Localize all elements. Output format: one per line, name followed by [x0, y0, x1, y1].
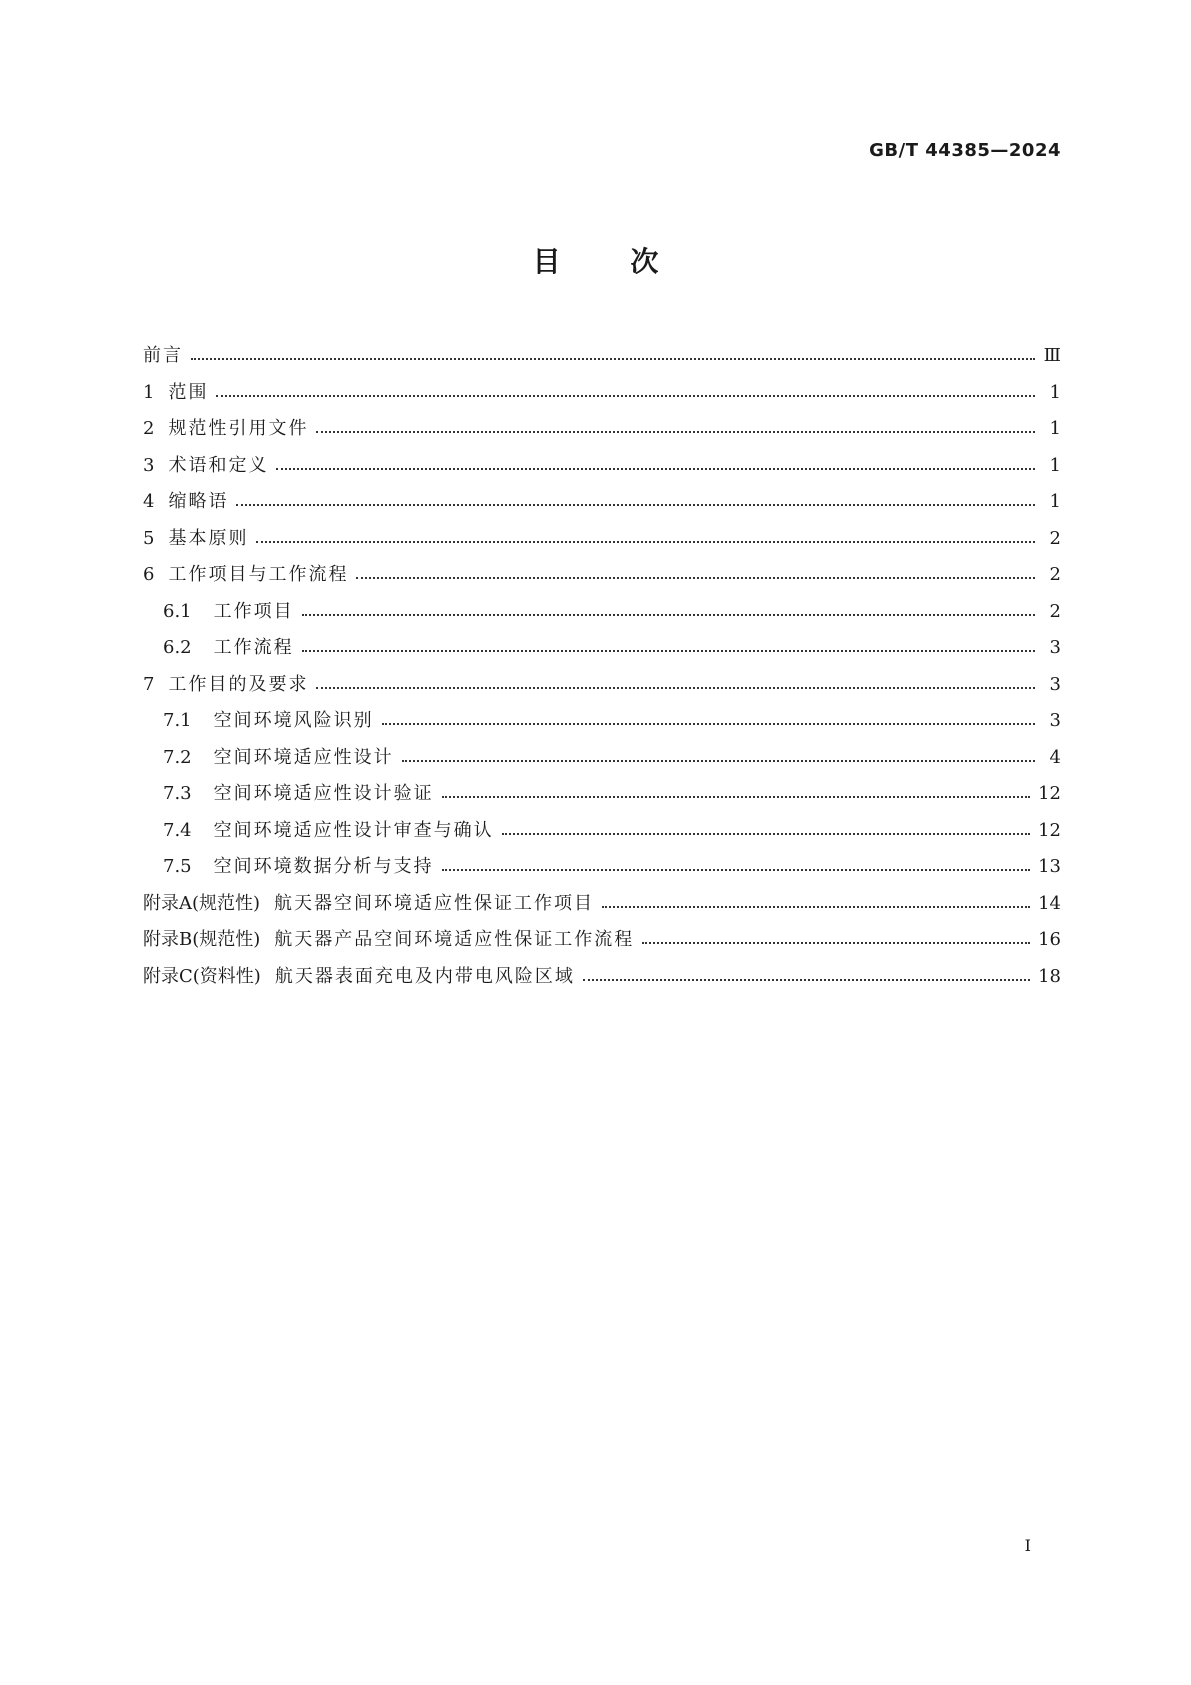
table-of-contents — [143, 338, 1061, 995]
toc-entry-foreword[interactable] — [143, 338, 1061, 375]
toc-entry-appendix-a[interactable] — [143, 886, 1061, 923]
toc-entry-7-2[interactable] — [143, 740, 1061, 777]
toc-entry-page: 16 — [1038, 929, 1061, 950]
toc-entry-scope[interactable] — [143, 375, 1061, 412]
page-title — [0, 240, 1191, 280]
toc-entry-abbreviations[interactable] — [143, 484, 1061, 521]
title-char-2: 次 — [630, 245, 659, 278]
toc-entry-label: 航天器产品空间环境适应性保证工作流程 — [274, 929, 635, 950]
toc-entry-label: 工作流程 — [213, 637, 294, 658]
dot-leader — [302, 650, 1035, 652]
toc-entry-label: 空间环境适应性设计审查与确认 — [213, 819, 494, 841]
dot-leader — [583, 979, 1030, 981]
dot-leader — [442, 869, 1030, 871]
dot-leader — [402, 760, 1035, 762]
toc-entry-page: 12 — [1038, 819, 1061, 841]
toc-entry-appendix-c[interactable] — [143, 959, 1061, 996]
toc-entry-page: 1 — [1049, 418, 1061, 439]
toc-entry-page: 1 — [1049, 454, 1061, 476]
toc-entry-work-items-process[interactable] — [143, 557, 1061, 594]
dot-leader — [316, 687, 1035, 689]
toc-entry-number: 2 — [143, 418, 155, 439]
toc-entry-6-2[interactable] — [143, 630, 1061, 667]
dot-leader — [236, 504, 1035, 506]
toc-entry-7-4[interactable] — [143, 813, 1061, 850]
toc-entry-page: 4 — [1049, 746, 1061, 768]
dot-leader — [642, 942, 1030, 944]
toc-entry-number: 7.4 — [163, 819, 192, 841]
toc-entry-label: 缩略语 — [168, 491, 229, 512]
toc-entry-number: 7.3 — [163, 783, 192, 804]
toc-entry-page: Ⅲ — [1043, 345, 1061, 366]
toc-entry-number: 4 — [143, 491, 155, 512]
toc-entry-number: 6.2 — [163, 637, 192, 658]
toc-entry-7-3[interactable] — [143, 776, 1061, 813]
toc-entry-6-1[interactable] — [143, 594, 1061, 631]
toc-entry-label: 工作项目与工作流程 — [168, 564, 349, 585]
dot-leader — [382, 723, 1035, 725]
dot-leader — [356, 577, 1035, 579]
toc-entry-label: 航天器空间环境适应性保证工作项目 — [274, 892, 595, 914]
toc-entry-number: 附录A(规范性) — [143, 892, 261, 914]
toc-entry-page: 12 — [1038, 783, 1061, 804]
toc-entry-number: 7.2 — [163, 746, 192, 768]
dot-leader — [442, 796, 1030, 798]
footer-page-number: I — [1024, 1536, 1031, 1555]
toc-entry-page: 1 — [1049, 491, 1061, 512]
toc-entry-label: 航天器表面充电及内带电风险区域 — [274, 965, 575, 987]
toc-entry-label: 工作目的及要求 — [168, 673, 309, 695]
toc-entry-page: 2 — [1049, 527, 1061, 549]
dot-leader — [276, 468, 1035, 470]
toc-entry-page: 18 — [1038, 965, 1061, 987]
toc-entry-number: 3 — [143, 454, 155, 476]
toc-entry-page: 2 — [1049, 564, 1061, 585]
toc-entry-label: 空间环境适应性设计验证 — [213, 783, 434, 804]
toc-entry-number: 7.5 — [163, 856, 192, 877]
toc-entry-7-1[interactable] — [143, 703, 1061, 740]
toc-entry-page: 1 — [1049, 381, 1061, 403]
toc-entry-label: 规范性引用文件 — [168, 418, 309, 439]
dot-leader — [256, 541, 1035, 543]
toc-entry-appendix-b[interactable] — [143, 922, 1061, 959]
toc-entry-page: 14 — [1038, 892, 1061, 914]
toc-entry-number: 1 — [143, 381, 155, 403]
toc-entry-number: 7.1 — [163, 710, 192, 731]
toc-entry-page: 13 — [1038, 856, 1061, 877]
toc-entry-label: 工作项目 — [213, 600, 294, 622]
dot-leader — [216, 395, 1035, 397]
toc-entry-normative-references[interactable] — [143, 411, 1061, 448]
toc-entry-label: 前言 — [143, 345, 183, 366]
toc-entry-label: 术语和定义 — [168, 454, 269, 476]
toc-entry-page: 3 — [1049, 710, 1061, 731]
toc-entry-number: 附录B(规范性) — [143, 929, 261, 950]
toc-entry-page: 2 — [1049, 600, 1061, 622]
toc-entry-number: 5 — [143, 527, 155, 549]
toc-entry-work-purposes[interactable] — [143, 667, 1061, 704]
toc-entry-page: 3 — [1049, 637, 1061, 658]
title-char-1: 目 — [532, 245, 561, 278]
toc-entry-page: 3 — [1049, 673, 1061, 695]
toc-entry-label: 基本原则 — [168, 527, 249, 549]
dot-leader — [316, 431, 1035, 433]
dot-leader — [302, 614, 1035, 616]
toc-entry-number: 附录C(资料性) — [143, 965, 261, 987]
toc-entry-number: 6 — [143, 564, 155, 585]
toc-entry-number: 7 — [143, 673, 155, 695]
dot-leader — [191, 358, 1035, 360]
toc-entry-label: 空间环境适应性设计 — [213, 746, 394, 768]
toc-entry-7-5[interactable] — [143, 849, 1061, 886]
toc-entry-label: 空间环境数据分析与支持 — [213, 856, 434, 877]
toc-entry-label: 范围 — [168, 381, 209, 403]
dot-leader — [502, 833, 1030, 835]
standard-code: GB/T 44385—2024 — [869, 140, 1061, 161]
toc-entry-terms-definitions[interactable] — [143, 448, 1061, 485]
dot-leader — [602, 906, 1030, 908]
toc-entry-label: 空间环境风险识别 — [213, 710, 374, 731]
toc-entry-number: 6.1 — [163, 600, 192, 622]
toc-entry-basic-principles[interactable] — [143, 521, 1061, 558]
